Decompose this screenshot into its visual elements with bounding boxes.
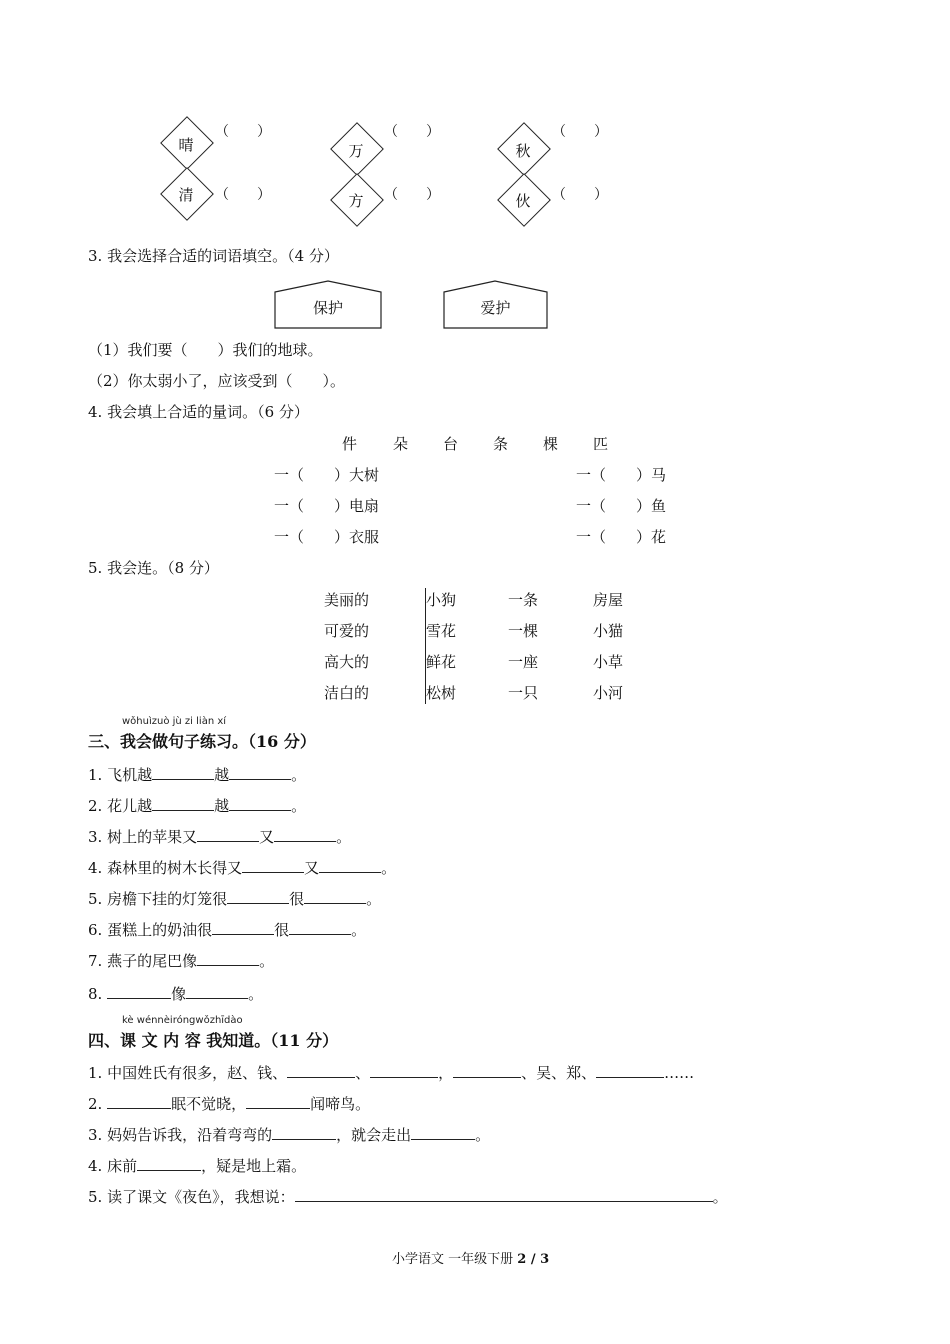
diamond-char: 晴 bbox=[178, 136, 194, 154]
measure-word-option: 朵 bbox=[393, 435, 409, 453]
sentence-prefix: 1. 飞机越 bbox=[88, 766, 153, 784]
question-text: 。 bbox=[712, 1188, 728, 1206]
q4-right-item[interactable]: 一（ ）花 bbox=[576, 528, 667, 546]
answer-paren[interactable]: （ ） bbox=[384, 124, 440, 140]
q4-right-item[interactable]: 一（ ）马 bbox=[576, 466, 667, 484]
sentence-mid: 越 bbox=[214, 797, 230, 815]
answer-blank[interactable] bbox=[137, 1156, 201, 1171]
sentence-end: 。 bbox=[248, 985, 264, 1003]
sentence-exercise bbox=[88, 764, 306, 785]
sentence-exercise bbox=[88, 857, 396, 878]
q4-left-item[interactable]: 一（ ）衣服 bbox=[274, 528, 380, 546]
sentence-end: 。 bbox=[291, 797, 307, 815]
section-4-pinyin: kè wénnèiróngwǒzhīdào bbox=[122, 1015, 243, 1026]
match-object[interactable]: 小草 bbox=[593, 653, 624, 671]
answer-blank[interactable] bbox=[107, 984, 171, 999]
footer-text: 小学语文 一年级下册 bbox=[392, 1252, 518, 1267]
answer-paren[interactable]: （ ） bbox=[552, 124, 608, 140]
answer-blank[interactable] bbox=[152, 796, 214, 811]
sentence-prefix: 7. 燕子的尾巴像 bbox=[88, 952, 198, 970]
sentence-exercise bbox=[88, 826, 351, 847]
measure-word-option: 棵 bbox=[543, 435, 559, 453]
answer-blank[interactable] bbox=[212, 920, 274, 935]
answer-blank[interactable] bbox=[319, 858, 381, 873]
match-quantity[interactable]: 一棵 bbox=[508, 622, 539, 640]
sentence-exercise bbox=[88, 795, 306, 816]
match-noun[interactable]: 鲜花 bbox=[426, 653, 457, 671]
sentence-prefix: 2. 花儿越 bbox=[88, 797, 153, 815]
sentence-exercise bbox=[88, 983, 263, 1004]
diamond-char: 伙 bbox=[515, 192, 531, 210]
answer-blank[interactable] bbox=[287, 1063, 355, 1078]
sentence-mid: 像 bbox=[171, 985, 187, 1003]
match-adjective[interactable]: 美丽的 bbox=[324, 591, 370, 609]
measure-word-option: 台 bbox=[443, 435, 459, 453]
separator: 、吴、郑、 bbox=[521, 1064, 597, 1082]
question-text: 4. 床前 bbox=[88, 1157, 138, 1175]
answer-blank[interactable] bbox=[229, 796, 291, 811]
answer-paren[interactable]: （ ） bbox=[215, 124, 271, 140]
answer-blank[interactable] bbox=[197, 827, 259, 842]
answer-blank[interactable] bbox=[246, 1094, 310, 1109]
sentence-prefix: 5. 房檐下挂的灯笼很 bbox=[88, 890, 228, 908]
question-text: 5. 读了课文《夜色》，我想说： bbox=[88, 1188, 295, 1206]
separator: 、 bbox=[355, 1064, 371, 1082]
answer-blank[interactable] bbox=[453, 1063, 521, 1078]
answer-blank[interactable] bbox=[272, 1125, 336, 1140]
sentence-end: 。 bbox=[336, 828, 352, 846]
match-adjective[interactable]: 可爱的 bbox=[324, 622, 370, 640]
sentence-prefix: 3. 树上的苹果又 bbox=[88, 828, 198, 846]
section-4-title: 四、课 文 内 容 我知道。（11 分） bbox=[88, 1031, 339, 1050]
match-quantity[interactable]: 一座 bbox=[508, 653, 539, 671]
measure-word-option: 件 bbox=[342, 435, 358, 453]
question-text: ，疑是地上霜。 bbox=[201, 1157, 307, 1175]
sentence-mid: 很 bbox=[289, 890, 305, 908]
measure-word-option: 匹 bbox=[593, 435, 609, 453]
sentence-mid: 很 bbox=[274, 921, 290, 939]
match-noun[interactable]: 松树 bbox=[426, 684, 457, 702]
match-quantity[interactable]: 一条 bbox=[508, 591, 539, 609]
diamond-char: 万 bbox=[348, 142, 364, 160]
match-object[interactable]: 小猫 bbox=[593, 622, 624, 640]
sentence-exercise bbox=[88, 888, 381, 909]
ellipsis: …… bbox=[664, 1064, 695, 1082]
question-text: 闻啼鸟。 bbox=[310, 1095, 371, 1113]
word-card-care bbox=[443, 280, 548, 330]
measure-word-option: 条 bbox=[493, 435, 509, 453]
match-adjective[interactable]: 洁白的 bbox=[324, 684, 370, 702]
question-text: 。 bbox=[475, 1126, 491, 1144]
answer-paren[interactable]: （ ） bbox=[552, 187, 608, 203]
answer-blank[interactable] bbox=[596, 1063, 664, 1078]
match-adjective[interactable]: 高大的 bbox=[324, 653, 370, 671]
question-text: ，就会走出 bbox=[336, 1126, 412, 1144]
q3-item-2[interactable]: （2）你太弱小了，应该受到（ ）。 bbox=[88, 372, 346, 390]
sentence-exercise bbox=[88, 919, 366, 940]
sentence-mid: 越 bbox=[214, 766, 230, 784]
question-3-title: 3. 我会选择合适的词语填空。（4 分） bbox=[88, 247, 339, 265]
sentence-prefix: 8. bbox=[88, 985, 108, 1003]
diamond-char: 方 bbox=[348, 192, 364, 210]
sentence-prefix: 4. 森林里的树木长得又 bbox=[88, 859, 243, 877]
sentence-exercise bbox=[88, 950, 274, 971]
match-object[interactable]: 房屋 bbox=[593, 591, 624, 609]
answer-blank[interactable] bbox=[107, 1094, 171, 1109]
diamond-char: 秋 bbox=[515, 142, 531, 160]
match-quantity[interactable]: 一只 bbox=[508, 684, 539, 702]
answer-blank[interactable] bbox=[227, 889, 289, 904]
content-question-1 bbox=[88, 1062, 694, 1083]
q4-left-item[interactable]: 一（ ）电扇 bbox=[274, 497, 380, 515]
content-question-5 bbox=[88, 1186, 728, 1207]
word-card-label: 爱护 bbox=[480, 299, 511, 317]
sentence-end: 。 bbox=[291, 766, 307, 784]
section-3-pinyin: wǒhuìzuò jù zi liàn xí bbox=[122, 716, 227, 727]
answer-blank[interactable] bbox=[370, 1063, 438, 1078]
answer-blank[interactable] bbox=[289, 920, 351, 935]
word-card-label: 保护 bbox=[312, 299, 343, 317]
q4-right-item[interactable]: 一（ ）鱼 bbox=[576, 497, 667, 515]
sentence-end: 。 bbox=[351, 921, 367, 939]
sentence-end: 。 bbox=[381, 859, 397, 877]
match-object[interactable]: 小河 bbox=[593, 684, 624, 702]
question-5-title: 5. 我会连。（8 分） bbox=[88, 559, 219, 577]
answer-blank[interactable] bbox=[152, 765, 214, 780]
question-text: 眠不觉晓， bbox=[171, 1095, 247, 1113]
answer-blank[interactable] bbox=[229, 765, 291, 780]
word-card-protect bbox=[274, 280, 382, 330]
question-text: 1. 中国姓氏有很多，赵、钱、 bbox=[88, 1064, 288, 1082]
answer-blank[interactable] bbox=[274, 827, 336, 842]
sentence-end: 。 bbox=[259, 952, 275, 970]
page-number: 2 / 3 bbox=[517, 1252, 550, 1267]
separator: ， bbox=[438, 1064, 454, 1082]
page-footer bbox=[392, 1248, 549, 1267]
match-noun[interactable]: 小狗 bbox=[426, 591, 457, 609]
answer-blank[interactable] bbox=[304, 889, 366, 904]
answer-blank[interactable] bbox=[295, 1187, 713, 1202]
answer-blank[interactable] bbox=[411, 1125, 475, 1140]
question-4-title: 4. 我会填上合适的量词。（6 分） bbox=[88, 403, 309, 421]
content-question-2 bbox=[88, 1093, 370, 1114]
answer-blank[interactable] bbox=[186, 984, 248, 999]
sentence-mid: 又 bbox=[259, 828, 275, 846]
section-3-title: 三、我会做句子练习。（16 分） bbox=[88, 732, 316, 751]
diamond-char: 清 bbox=[178, 186, 194, 204]
sentence-end: 。 bbox=[366, 890, 382, 908]
content-question-4 bbox=[88, 1155, 306, 1176]
answer-paren[interactable]: （ ） bbox=[384, 187, 440, 203]
sentence-mid: 又 bbox=[304, 859, 320, 877]
match-noun[interactable]: 雪花 bbox=[426, 622, 457, 640]
sentence-prefix: 6. 蛋糕上的奶油很 bbox=[88, 921, 213, 939]
answer-blank[interactable] bbox=[197, 951, 259, 966]
answer-paren[interactable]: （ ） bbox=[215, 187, 271, 203]
answer-blank[interactable] bbox=[242, 858, 304, 873]
question-text: 2. bbox=[88, 1095, 108, 1113]
question-text: 3. 妈妈告诉我，沿着弯弯的 bbox=[88, 1126, 273, 1144]
content-question-3 bbox=[88, 1124, 490, 1145]
q4-left-item[interactable]: 一（ ）大树 bbox=[274, 466, 380, 484]
q3-item-1[interactable]: （1）我们要（ ）我们的地球。 bbox=[88, 341, 323, 359]
